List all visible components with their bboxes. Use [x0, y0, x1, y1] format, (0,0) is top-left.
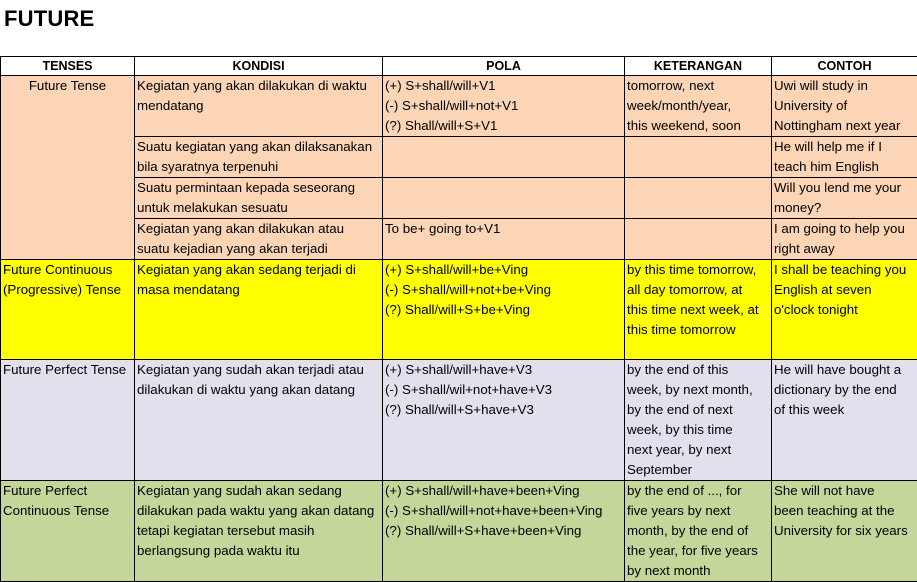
- header-kondisi: KONDISI: [135, 57, 383, 76]
- cell-line: the year, for five years: [627, 541, 769, 561]
- cell-line: this time next week, at: [627, 300, 769, 320]
- table-row: [1, 481, 917, 582]
- table-row: [1, 219, 917, 260]
- tense-cell-continuous: [1, 260, 135, 360]
- tense-label: Future Continuous: [3, 260, 132, 280]
- table-row: [1, 260, 917, 360]
- pola-cell: [383, 260, 625, 360]
- cell-line: Uwi will study in: [774, 76, 915, 96]
- cell-line: five years by next: [627, 501, 769, 521]
- header-tenses: TENSES: [1, 57, 135, 76]
- cell-line: Kegiatan yang sudah akan sedang: [137, 481, 380, 501]
- cell-line: right away: [774, 239, 915, 259]
- table-row: [1, 76, 917, 137]
- cell-line: all day tomorrow, at: [627, 280, 769, 300]
- kondisi-cell: [135, 219, 383, 260]
- cell-line: (-) S+shall/will+not+V1: [385, 96, 622, 116]
- contoh-cell: [772, 137, 917, 178]
- cell-line: by the end of next: [627, 400, 769, 420]
- keterangan-cell: [625, 219, 772, 260]
- pola-cell: [383, 137, 625, 178]
- tense-label: Future Tense: [29, 78, 106, 93]
- cell-line: I shall be teaching you: [774, 260, 915, 280]
- cell-line: University for six years: [774, 521, 915, 541]
- tense-label: Future Perfect Tense: [3, 360, 132, 380]
- cell-line: by next month: [627, 561, 769, 581]
- cell-line: Suatu kegiatan yang akan dilaksanakan: [137, 137, 380, 157]
- cell-line: by the end of this: [627, 360, 769, 380]
- pola-cell: [383, 178, 625, 219]
- cell-line: next year, by next: [627, 440, 769, 460]
- cell-line: untuk melakukan sesuatu: [137, 198, 380, 218]
- cell-line: dictionary by the end: [774, 380, 915, 400]
- contoh-cell: [772, 481, 917, 582]
- tense-label: Future Perfect: [3, 481, 132, 501]
- contoh-cell: [772, 260, 917, 360]
- tense-label: Continuous Tense: [3, 501, 132, 521]
- contoh-cell: [772, 360, 917, 481]
- cell-line: Suatu permintaan kepada seseorang: [137, 178, 380, 198]
- cell-line: been teaching at the: [774, 501, 915, 521]
- keterangan-cell: [625, 178, 772, 219]
- cell-line: week, by this time: [627, 420, 769, 440]
- cell-line: (-) S+shall/will+not+have+been+Ving: [385, 501, 622, 521]
- cell-line: this weekend, soon: [627, 116, 769, 136]
- cell-line: masa mendatang: [137, 280, 380, 300]
- pola-cell: [383, 481, 625, 582]
- cell-line: bila syaratnya terpenuhi: [137, 157, 380, 177]
- cell-line: Kegiatan yang akan sedang terjadi di: [137, 260, 380, 280]
- cell-line: mendatang: [137, 96, 380, 116]
- cell-line: this time tomorrow: [627, 320, 769, 340]
- cell-line: (-) S+shall/wil+not+have+V3: [385, 380, 622, 400]
- cell-line: dilakukan pada waktu yang akan datang: [137, 501, 380, 521]
- header-row: [1, 57, 917, 76]
- cell-line: Will you lend me your: [774, 178, 915, 198]
- cell-line: University of: [774, 96, 915, 116]
- kondisi-cell: [135, 137, 383, 178]
- keterangan-cell: [625, 137, 772, 178]
- cell-line: (-) S+shall/will+not+be+Ving: [385, 280, 622, 300]
- cell-line: berlangsung pada waktu itu: [137, 541, 380, 561]
- keterangan-cell: [625, 260, 772, 360]
- keterangan-cell: [625, 481, 772, 582]
- tense-cell-perfect: [1, 360, 135, 481]
- cell-line: Kegiatan yang sudah akan terjadi atau: [137, 360, 380, 380]
- header-contoh: CONTOH: [772, 57, 917, 76]
- table-row: [1, 178, 917, 219]
- contoh-cell: [772, 219, 917, 260]
- cell-line: Nottingham next year: [774, 116, 915, 136]
- cell-line: Kegiatan yang akan dilakukan atau: [137, 219, 380, 239]
- contoh-cell: [772, 178, 917, 219]
- cell-line: week, by next month,: [627, 380, 769, 400]
- keterangan-cell: [625, 360, 772, 481]
- pola-cell: [383, 219, 625, 260]
- kondisi-cell: [135, 178, 383, 219]
- cell-line: week/month/year,: [627, 96, 769, 116]
- kondisi-cell: [135, 260, 383, 360]
- cell-line: month, by the end of: [627, 521, 769, 541]
- tense-cell-future: [1, 76, 135, 260]
- kondisi-cell: [135, 481, 383, 582]
- cell-line: tetapi kegiatan tersebut masih: [137, 521, 380, 541]
- tense-cell-perfect-continuous: [1, 481, 135, 582]
- cell-line: suatu kejadian yang akan terjadi: [137, 239, 380, 259]
- cell-line: o'clock tonight: [774, 300, 915, 320]
- page-title: FUTURE: [4, 6, 94, 32]
- table-row: [1, 137, 917, 178]
- keterangan-cell: [625, 76, 772, 137]
- cell-line: (+) S+shall/will+have+been+Ving: [385, 481, 622, 501]
- cell-line: English at seven: [774, 280, 915, 300]
- cell-line: September: [627, 460, 769, 480]
- cell-line: dilakukan di waktu yang akan datang: [137, 380, 380, 400]
- kondisi-cell: [135, 360, 383, 481]
- cell-line: (?) Shall/will+S+have+been+Ving: [385, 521, 622, 541]
- tense-label: (Progressive) Tense: [3, 280, 132, 300]
- table-row: [1, 360, 917, 481]
- cell-line: by this time tomorrow,: [627, 260, 769, 280]
- future-tense-table: [0, 56, 917, 582]
- cell-line: by the end of ..., for: [627, 481, 769, 501]
- header-pola: POLA: [383, 57, 625, 76]
- cell-line: (+) S+shall/will+be+Ving: [385, 260, 622, 280]
- header-keterangan: KETERANGAN: [625, 57, 772, 76]
- pola-cell: [383, 360, 625, 481]
- cell-line: (?) Shall/will+S+have+V3: [385, 400, 622, 420]
- cell-line: of this week: [774, 400, 915, 420]
- cell-line: (?) Shall/will+S+be+Ving: [385, 300, 622, 320]
- cell-line: I am going to help you: [774, 219, 915, 239]
- cell-line: He will help me if I: [774, 137, 915, 157]
- pola-cell: [383, 76, 625, 137]
- cell-line: Kegiatan yang akan dilakukan di waktu: [137, 76, 380, 96]
- cell-line: (+) S+shall/will+have+V3: [385, 360, 622, 380]
- contoh-cell: [772, 76, 917, 137]
- kondisi-cell: [135, 76, 383, 137]
- cell-line: teach him English: [774, 157, 915, 177]
- cell-line: She will not have: [774, 481, 915, 501]
- cell-line: To be+ going to+V1: [385, 219, 622, 239]
- cell-line: (?) Shall/will+S+V1: [385, 116, 622, 136]
- cell-line: money?: [774, 198, 915, 218]
- cell-line: tomorrow, next: [627, 76, 769, 96]
- cell-line: He will have bought a: [774, 360, 915, 380]
- cell-line: (+) S+shall/will+V1: [385, 76, 622, 96]
